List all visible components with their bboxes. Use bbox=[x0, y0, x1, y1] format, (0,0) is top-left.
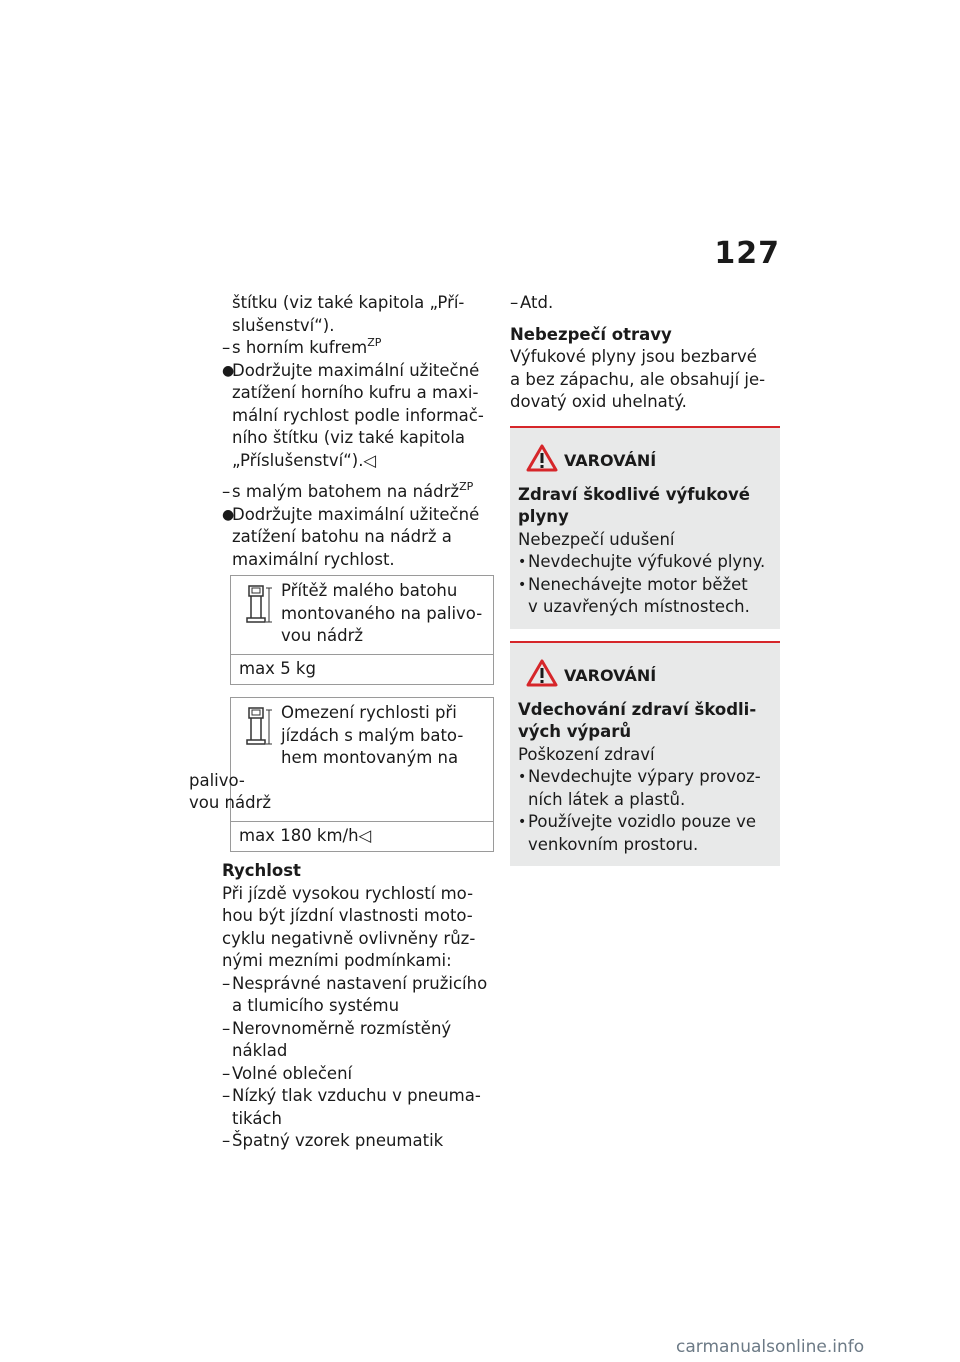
list-item: – Atd. bbox=[510, 293, 554, 312]
warning-title: Vdechování zdraví škodli- vých výparů bbox=[518, 699, 757, 741]
tank-bag-bullet: ● Dodržujte maximální užitečné zatížení batohu na nádrž a maximální rychlost. bbox=[222, 504, 480, 569]
poison-text: Výfukové plyny jsou bezbarvé a bez zápachu, ale obsahují je- dovatý oxid uhelnatý. bbox=[510, 347, 766, 411]
warning-hazard: Nebezpečí udušení bbox=[518, 529, 675, 549]
left-column bbox=[189, 292, 494, 1153]
list-item: – Špatný vzorek pneumatik bbox=[222, 1131, 444, 1150]
list-item: – Nízký tlak vzduchu v pneuma- tikách bbox=[222, 1086, 481, 1128]
warning-label: VAROVÁNÍ bbox=[564, 450, 657, 470]
warning-box bbox=[510, 641, 780, 867]
list-item: • Používejte vozidlo pouze ve venkovním prostoru. bbox=[518, 812, 757, 854]
list-item: • Nevdechujte výpary provoz- ních látek a plastů. bbox=[518, 767, 761, 809]
spec-table-speed: Omezení rychlosti při jízdách s malým bato- hem montovaným na palivo- vou nádrž max 180 km/h◁ bbox=[230, 697, 494, 852]
list-item: • Nenechávejte motor běžet v uzavřených místnostech. bbox=[518, 574, 750, 616]
speed-heading: Rychlost bbox=[222, 861, 301, 880]
poison-heading: Nebezpečí otravy bbox=[510, 324, 672, 344]
list-item: – Nesprávné nastavení pružicího a tlumicího systému bbox=[222, 973, 488, 1015]
warning-box bbox=[510, 426, 780, 629]
watermark-footer: carmanualsonline.info bbox=[676, 1337, 865, 1357]
speed-text: Při jízdě vysokou rychlostí mo- hou být jízdní vlastnosti moto- cyklu negativně ovlivněny růz- nými mezními podmínkami: bbox=[222, 883, 476, 970]
list-item: – Volné oblečení bbox=[222, 1063, 353, 1083]
top-case-bullet: ● Dodržujte maximální užitečné zatížení horního kufru a maxi- mální rychlost podle informač- ního štítku (viz také kapitola „Příslušenství“).◁ bbox=[222, 360, 484, 470]
weight-scale-icon bbox=[239, 702, 277, 754]
warning-hazard: Poškození zdraví bbox=[518, 744, 655, 764]
warning-triangle-icon bbox=[526, 659, 558, 687]
warning-triangle-icon bbox=[526, 444, 558, 472]
top-case-item: – s horním kufrem$^{ZP}$ bbox=[222, 336, 382, 357]
warning-label: VAROVÁNÍ bbox=[564, 665, 657, 685]
continued-text: štítku (viz také kapitola „Pří- slušenství“). bbox=[232, 293, 465, 335]
weight-scale-icon bbox=[239, 580, 277, 632]
page-number: 127 bbox=[714, 236, 780, 271]
tank-bag-item: – s malým batohem na nádrž$^{ZP}$ bbox=[222, 480, 474, 501]
list-item: – Nerovnoměrně rozmístěný náklad bbox=[222, 1018, 452, 1060]
spec-value: max 180 km/h◁ bbox=[231, 821, 493, 852]
spec-value: max 5 kg bbox=[231, 654, 493, 685]
right-column bbox=[510, 292, 780, 866]
spec-table-load: Přítěž malého batohu montovaného na palivo- vou nádrž max 5 kg bbox=[230, 575, 494, 685]
list-item: • Nevdechujte výfukové plyny. bbox=[518, 552, 766, 571]
warning-title: Zdraví škodlivé výfukové plyny bbox=[518, 484, 750, 526]
